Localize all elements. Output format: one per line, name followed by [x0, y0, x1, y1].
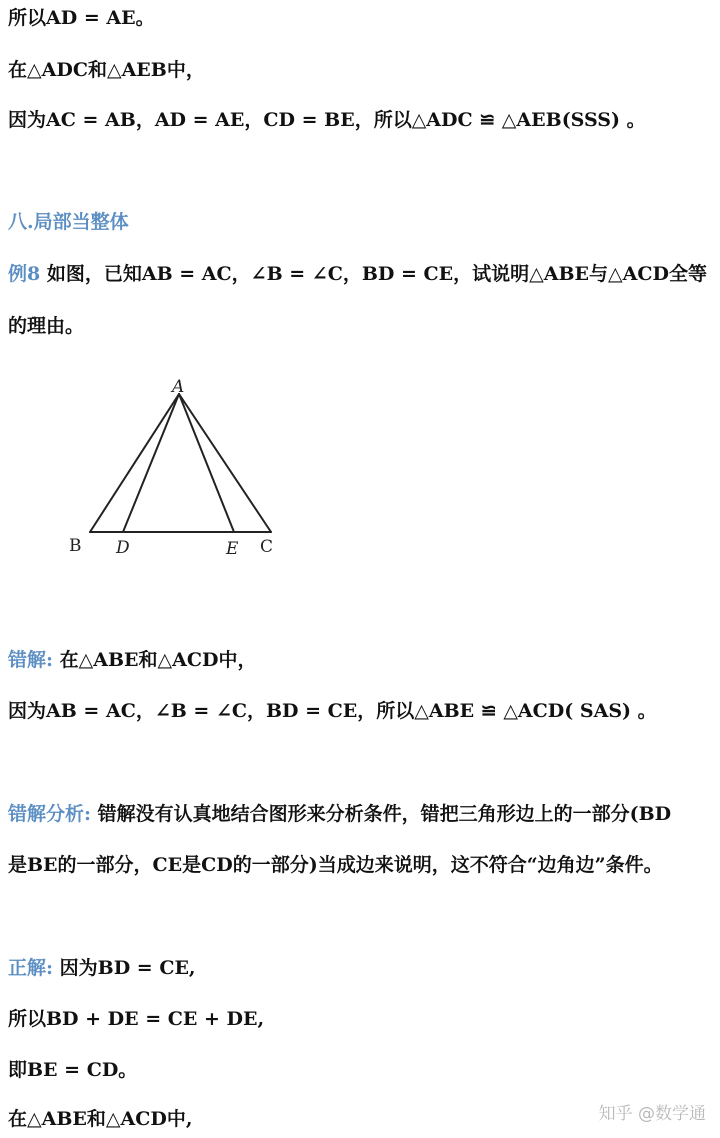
triangle-figure: [60, 370, 300, 570]
segment-ab: [90, 394, 179, 532]
text-line: 因为AB = AC，∠B = ∠C，BD = CE，所以△ABE ≌ △ACD( SAS) 。: [8, 700, 657, 722]
label-d: D: [116, 538, 130, 558]
analysis-tag: 错解分析:: [8, 803, 92, 825]
text-line: 即BE = CD。: [8, 1059, 138, 1081]
text-line: 在△ADC和△AEB中，: [8, 59, 205, 81]
example-paragraph: [8, 261, 712, 287]
text-line: 在△ABE和△ACD中,: [8, 1108, 193, 1130]
example-text: 如图，已知AB = AC，∠B = ∠C，BD = CE，试说明△ABE与△ACD全等: [40, 263, 707, 285]
wrong-paragraph: [8, 647, 712, 673]
segment-ad: [123, 394, 179, 532]
correct-paragraph: [8, 955, 712, 981]
text-line: 因为AC = AB，AD = AE，CD = BE，所以△ADC ≌ △AEB(SSS) 。: [8, 109, 646, 131]
label-c: C: [260, 537, 274, 557]
analysis-text: 错解没有认真地结合图形来分析条件，错把三角形边上的一部分(BD: [91, 803, 672, 825]
correct-tag: 正解:: [8, 957, 54, 979]
text-line: 的理由。: [8, 315, 85, 337]
example-tag: 例8: [8, 263, 41, 285]
text-line: 是BE的一部分，CE是CD的一部分)当成边来说明，这不符合“边角边”条件。: [8, 854, 663, 876]
label-b: B: [69, 536, 82, 556]
correct-text: 因为BD = CE,: [53, 957, 196, 979]
analysis-paragraph: [8, 801, 712, 827]
section-heading: 八.局部当整体: [8, 211, 129, 233]
label-e: E: [226, 539, 239, 559]
label-a: A: [172, 377, 185, 397]
watermark: 知乎 @数学通: [598, 1104, 706, 1124]
wrong-text: 在△ABE和△ACD中，: [53, 649, 257, 671]
text-line: 所以AD = AE。: [8, 7, 155, 29]
text-line: 所以BD + DE = CE + DE,: [8, 1008, 265, 1030]
wrong-tag: 错解:: [8, 649, 54, 671]
